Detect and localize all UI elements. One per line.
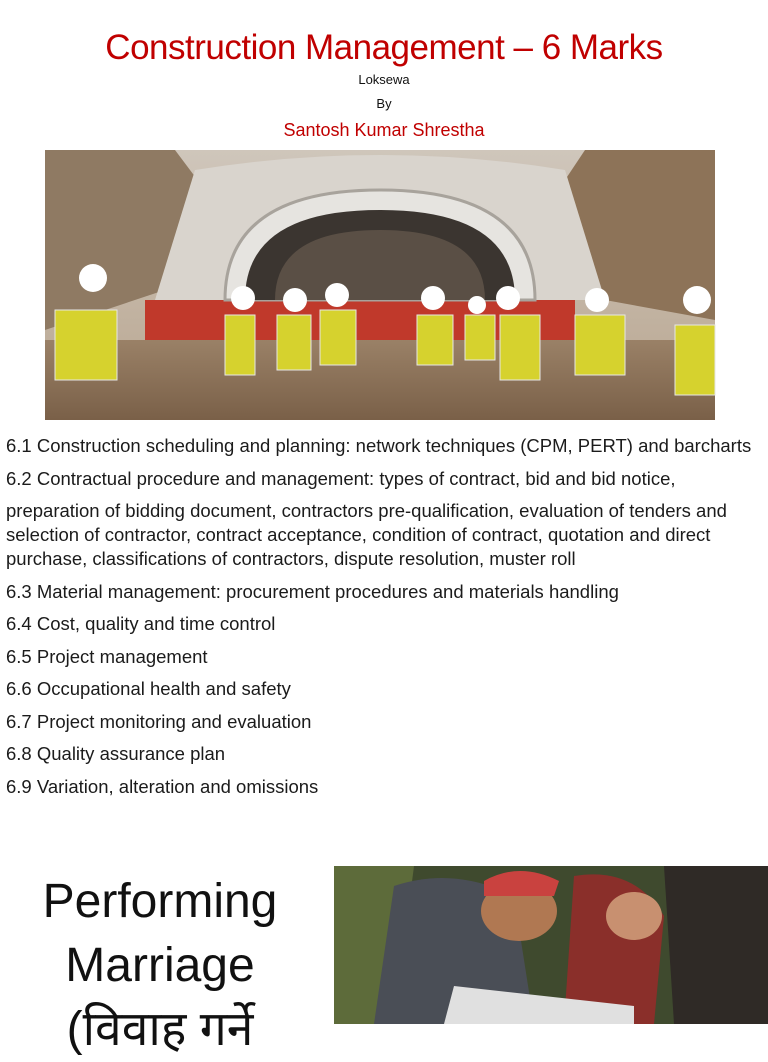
source-label: Loksewa <box>358 72 410 87</box>
page-title: Construction Management – 6 Marks <box>105 28 663 67</box>
marriage-photo <box>334 866 768 1024</box>
syllabus-item: 6.2 Contractual procedure and management: types of contract, bid and bid notice, <box>6 467 676 489</box>
next-slide-title <box>0 870 320 1062</box>
syllabus-list <box>6 434 762 799</box>
syllabus-item: 6.6 Occupational health and safety <box>6 678 291 699</box>
syllabus-item: 6.9 Variation, alteration and omissions <box>6 775 319 797</box>
syllabus-item: 6.3 Material management: procurement procedures and materials handling <box>6 580 619 602</box>
next-slide-line: Marriage <box>65 939 255 992</box>
syllabus-item: 6.4 Cost, quality and time control <box>6 613 276 634</box>
next-slide-line: Performing <box>42 875 278 928</box>
syllabus-item: 6.8 Quality assurance plan <box>6 743 226 764</box>
next-slide-line: (विवाह गर्ने <box>66 1003 254 1056</box>
author-name: Santosh Kumar Shrestha <box>283 120 485 140</box>
syllabus-item: preparation of bidding document, contractors pre-qualification, evaluation of tenders and selection of contractor, contract acceptance, condition of contract, quotation and direct purchase, classifications of contractors, dispute resolution, muster roll <box>6 500 727 569</box>
syllabus-item: 6.1 Construction scheduling and planning: network techniques (CPM, PERT) and barcharts <box>6 435 752 456</box>
next-slide-title-panel <box>0 866 330 1056</box>
syllabus-item: 6.7 Project monitoring and evaluation <box>6 710 312 732</box>
syllabus-item: 6.5 Project management <box>6 645 208 667</box>
tunnel-site-photo <box>45 150 715 420</box>
by-label: By <box>376 96 392 111</box>
